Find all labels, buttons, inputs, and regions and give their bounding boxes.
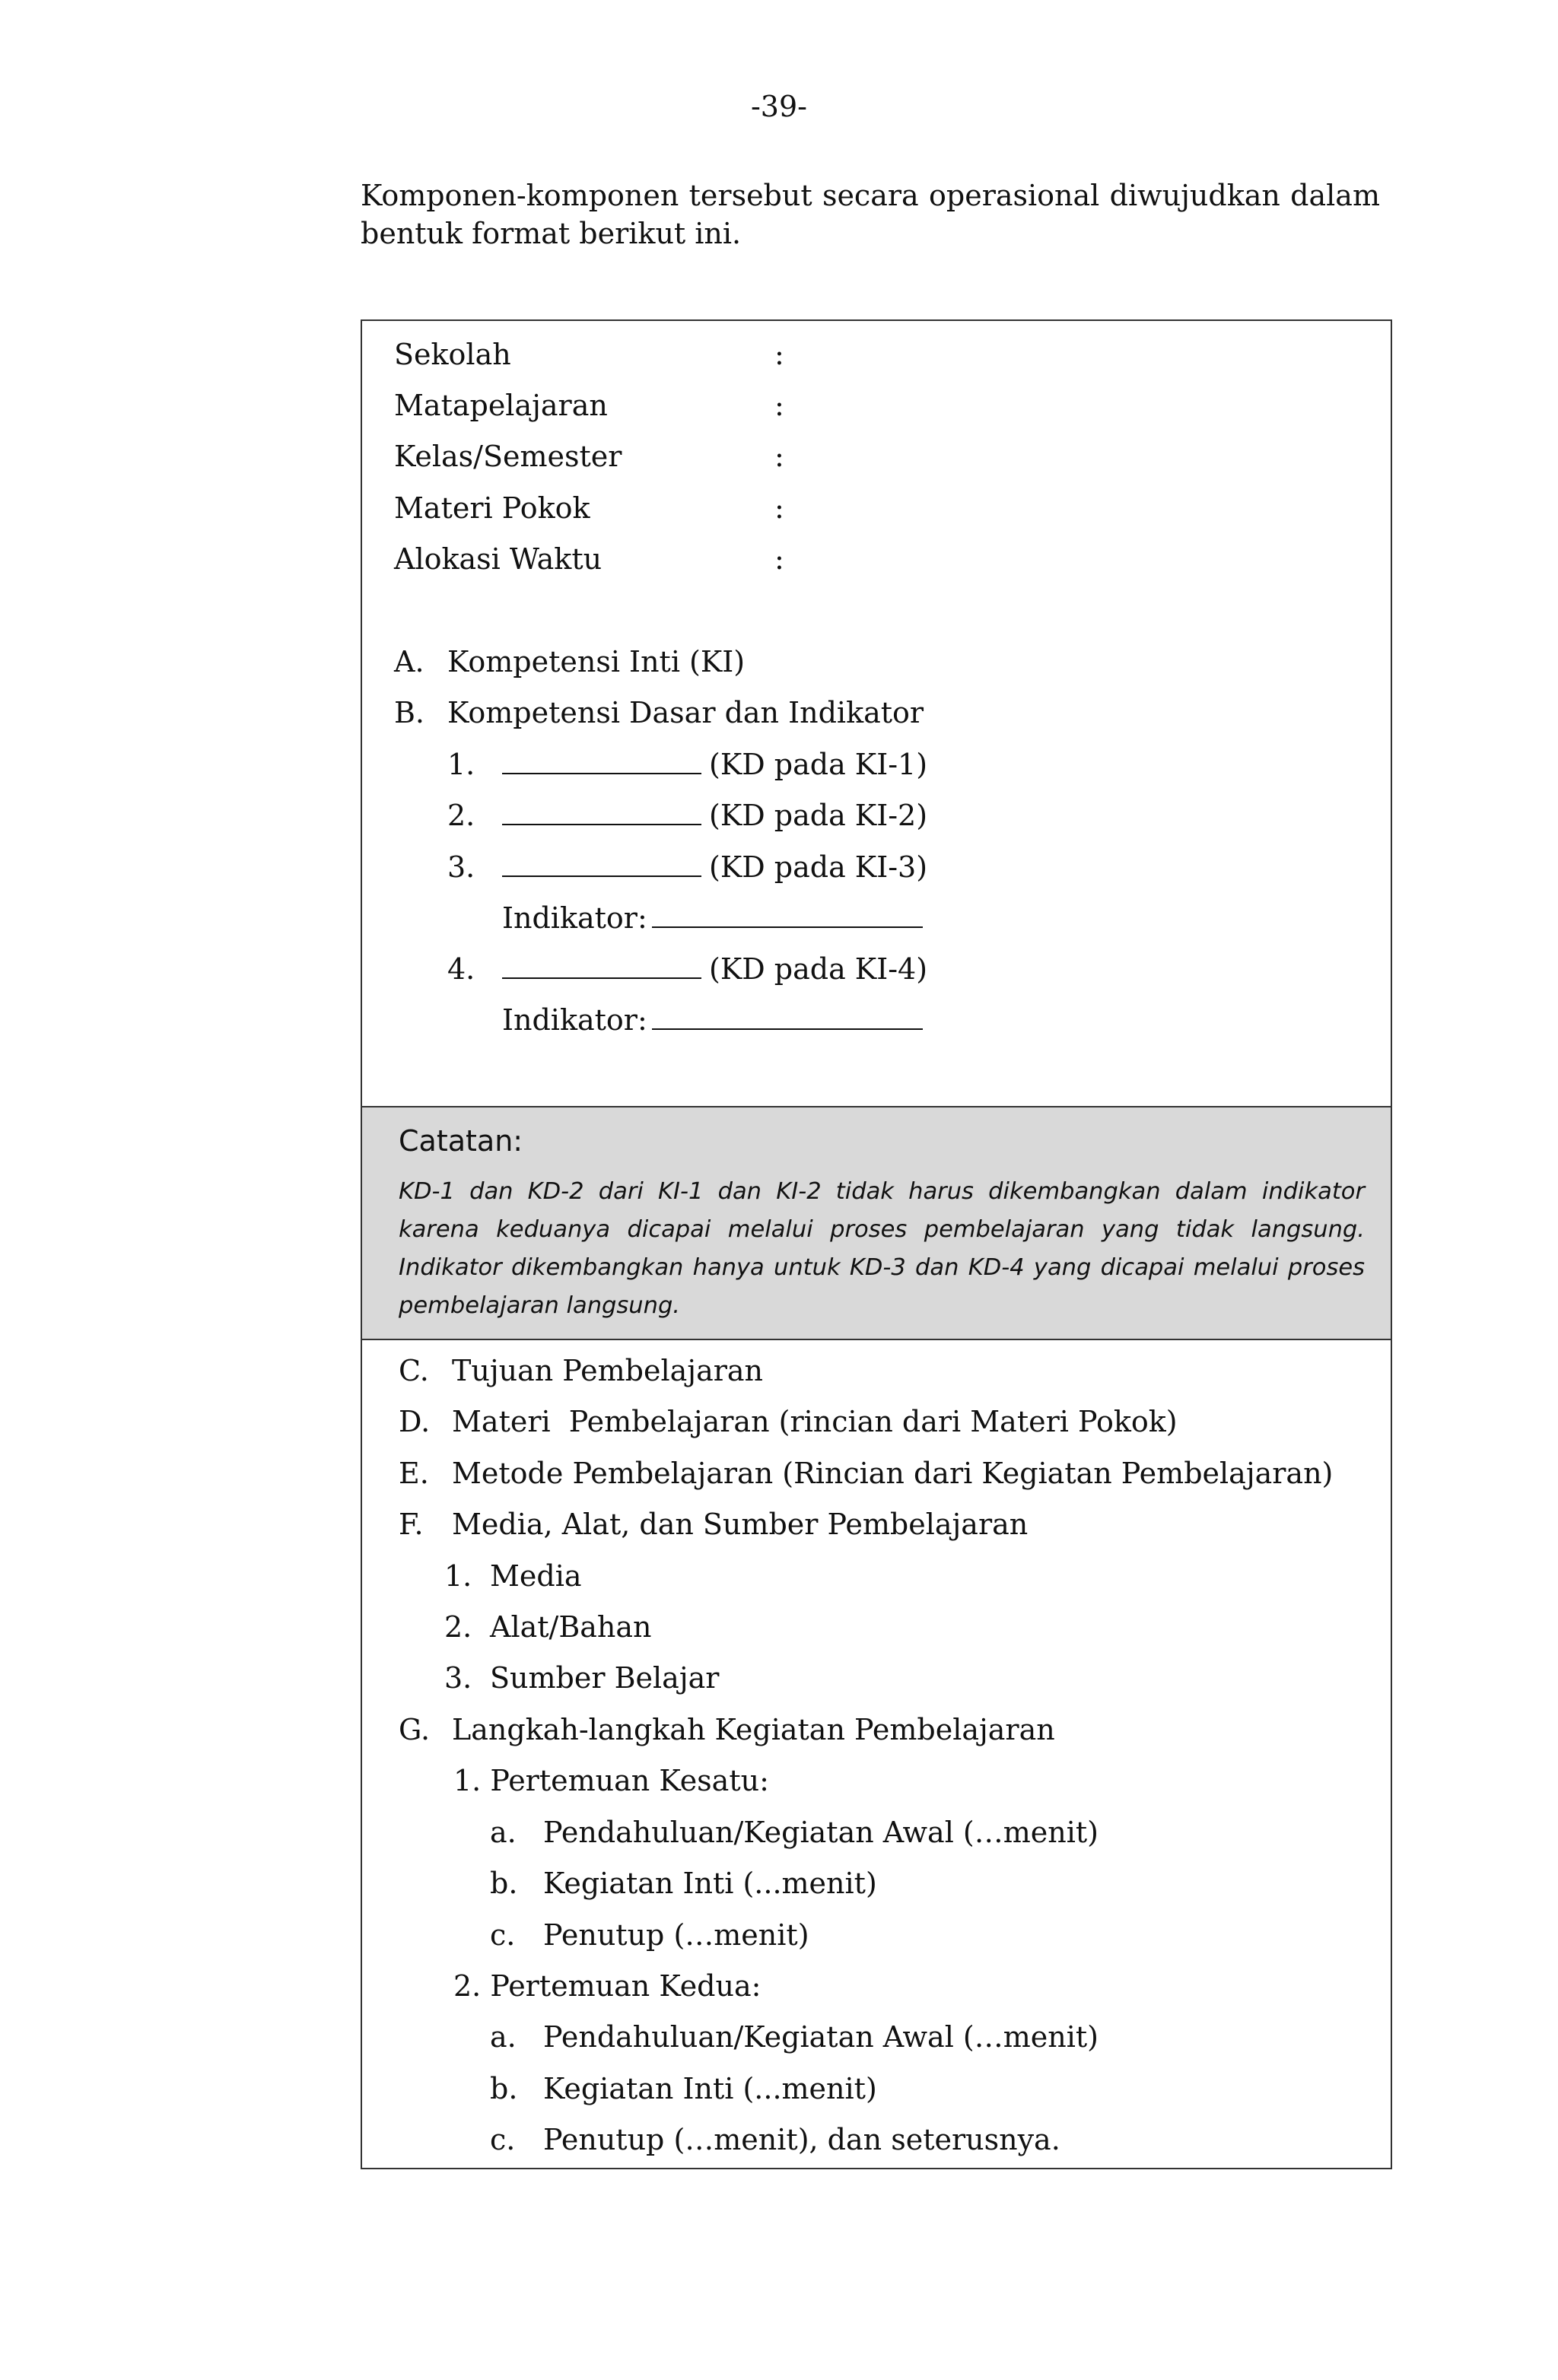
field-label-sekolah: Sekolah bbox=[394, 338, 511, 371]
blank-line bbox=[502, 801, 701, 825]
section-marker-c: C. bbox=[399, 1354, 429, 1387]
indikator-line: Indikator: bbox=[502, 1003, 923, 1037]
step-text: Pendahuluan/Kegiatan Awal (…menit) bbox=[543, 2020, 1099, 2054]
step-letter: b. bbox=[490, 2072, 518, 2105]
step-letter: c. bbox=[490, 2123, 516, 2156]
blank-line bbox=[502, 853, 701, 877]
step-text: Kegiatan Inti (...menit) bbox=[543, 1867, 877, 1900]
step-letter: a. bbox=[490, 1816, 517, 1849]
blank-line bbox=[502, 750, 701, 774]
section-marker-f: F. bbox=[399, 1508, 424, 1541]
section-marker-b: B. bbox=[394, 696, 425, 729]
kd-item-number: 3. bbox=[447, 850, 475, 884]
field-label-matapelajaran: Matapelajaran bbox=[394, 389, 608, 422]
field-colon: : bbox=[774, 542, 784, 576]
intro-paragraph: Komponen-komponen tersebut secara operasional diwujudkan dalam bentuk format berikut ini. bbox=[361, 179, 1380, 250]
list-item-sumber-belajar: Sumber Belajar bbox=[490, 1661, 720, 1695]
note-text: KD-1 dan KD-2 dari KI-1 dan KI-2 tidak harus dikembangkan dalam indikator karena keduanya dicapai melalui proses pembelajaran yang tidak langsung. Indikator dikembangkan hanya untuk KD-3 dan KD-4 yang dicapai melalui proses pembelajaran langsung. bbox=[399, 1178, 1365, 1319]
step-letter: a. bbox=[490, 2020, 517, 2054]
kd-item-number: 4. bbox=[447, 952, 475, 986]
section-marker-g: G. bbox=[399, 1713, 431, 1746]
kd-item: (KD pada KI-3) bbox=[502, 850, 927, 884]
section-marker-a: A. bbox=[394, 645, 424, 678]
step-text: Kegiatan Inti (...menit) bbox=[543, 2072, 877, 2105]
field-colon: : bbox=[774, 440, 784, 473]
kd-item: (KD pada KI-4) bbox=[502, 952, 927, 986]
kd-item: (KD pada KI-2) bbox=[502, 799, 927, 832]
components-section bbox=[362, 1340, 1391, 2169]
step-text: Penutup (…menit), dan seterusnya. bbox=[543, 2123, 1060, 2156]
list-item-media: Media bbox=[490, 1559, 582, 1593]
blank-line bbox=[502, 955, 701, 979]
meeting-title: 1. Pertemuan Kesatu: bbox=[453, 1764, 769, 1797]
section-heading-f: Media, Alat, dan Sumber Pembelajaran bbox=[452, 1508, 1029, 1541]
list-item-number: 3. bbox=[444, 1661, 472, 1695]
meeting-title: 2. Pertemuan Kedua: bbox=[453, 1969, 762, 2003]
field-label-kelas-semester: Kelas/Semester bbox=[394, 440, 622, 473]
section-marker-d: D. bbox=[399, 1405, 431, 1438]
step-letter: b. bbox=[490, 1867, 518, 1900]
step-text: Pendahuluan/Kegiatan Awal (…menit) bbox=[543, 1816, 1099, 1849]
kd-item-number: 1. bbox=[447, 748, 475, 781]
field-colon: : bbox=[774, 338, 784, 371]
section-heading-e: Metode Pembelajaran (Rincian dari Kegiatan Pembelajaran) bbox=[452, 1457, 1334, 1490]
field-label-materi-pokok: Materi Pokok bbox=[394, 491, 590, 525]
note-title: Catatan: bbox=[399, 1124, 523, 1158]
kd-item: (KD pada KI-1) bbox=[502, 748, 927, 781]
list-item-number: 2. bbox=[444, 1610, 472, 1644]
lesson-plan-format-box bbox=[361, 319, 1392, 2169]
note-box bbox=[362, 1106, 1391, 1340]
section-heading-a: Kompetensi Inti (KI) bbox=[447, 645, 746, 678]
section-heading-b: Kompetensi Dasar dan Indikator bbox=[447, 696, 924, 729]
field-colon: : bbox=[774, 389, 784, 422]
blank-line bbox=[652, 1006, 923, 1030]
list-item-alat-bahan: Alat/Bahan bbox=[490, 1610, 652, 1644]
field-label-alokasi-waktu: Alokasi Waktu bbox=[394, 542, 603, 576]
kd-item-number: 2. bbox=[447, 799, 475, 832]
step-text: Penutup (…menit) bbox=[543, 1918, 809, 1952]
step-letter: c. bbox=[490, 1918, 516, 1952]
section-heading-c: Tujuan Pembelajaran bbox=[452, 1354, 764, 1387]
section-heading-d: Materi Pembelajaran (rincian dari Materi Pokok) bbox=[452, 1405, 1178, 1438]
indikator-line: Indikator: bbox=[502, 901, 923, 935]
blank-line bbox=[652, 904, 923, 928]
field-colon: : bbox=[774, 491, 784, 525]
page-number: -39- bbox=[750, 90, 808, 123]
list-item-number: 1. bbox=[444, 1559, 472, 1593]
section-marker-e: E. bbox=[399, 1457, 429, 1490]
section-heading-g: Langkah-langkah Kegiatan Pembelajaran bbox=[452, 1713, 1055, 1746]
identity-section bbox=[362, 321, 1391, 1106]
